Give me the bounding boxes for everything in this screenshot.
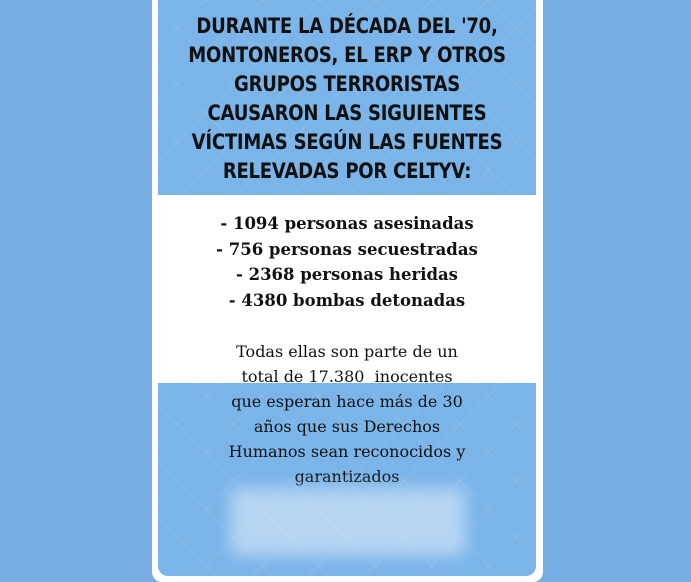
blurred-area xyxy=(230,488,466,556)
stat-item: - 4380 bombas detonadas xyxy=(228,290,466,310)
headline-line: VÍCTIMAS SEGÚN LAS FUENTES xyxy=(191,130,503,154)
body-paragraph xyxy=(158,339,536,489)
headline-line: GRUPOS TERRORISTAS xyxy=(234,72,460,96)
stat-item: - 2368 personas heridas xyxy=(236,265,458,284)
stats-list xyxy=(158,211,536,313)
body-line: Todas ellas son parte de un xyxy=(236,342,458,361)
body-line: Humanos sean reconocidos y xyxy=(228,442,466,461)
headline-line: MONTONEROS, EL ERP Y OTROS xyxy=(188,43,506,67)
headline-line: RELEVADAS POR CELTYV: xyxy=(222,159,472,183)
body-line: garantizados xyxy=(294,467,400,486)
body-line: total de 17.380 inocentes xyxy=(241,367,453,386)
stat-item: - 756 personas secuestradas xyxy=(216,239,478,259)
body-line: que esperan hace más de 30 xyxy=(231,392,463,411)
body-line: años que sus Derechos xyxy=(253,417,441,436)
stat-item: - 1094 personas asesinadas xyxy=(220,214,474,233)
info-card xyxy=(158,0,536,576)
headline-line: CAUSARON LAS SIGUIENTES xyxy=(207,101,487,125)
headline xyxy=(184,12,509,186)
headline-line: DURANTE LA DÉCADA DEL '70, xyxy=(196,14,498,38)
